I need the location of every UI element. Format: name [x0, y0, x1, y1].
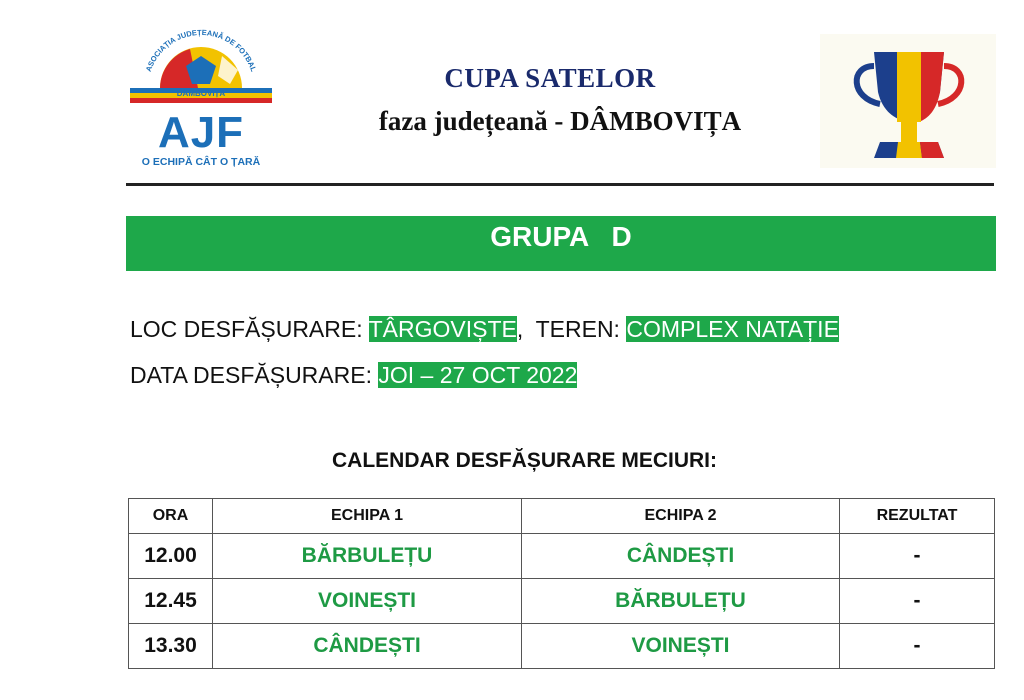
header-time: ORA	[129, 499, 213, 534]
table-row	[129, 579, 995, 624]
table-row	[129, 534, 995, 579]
ajf-logo-icon	[126, 26, 276, 172]
header-divider	[126, 183, 994, 186]
matches-table	[128, 498, 995, 669]
field-label: , TEREN:	[516, 316, 627, 342]
date-line	[130, 362, 577, 389]
match-time: 12.00	[129, 534, 213, 579]
logo-motto: O ECHIPĂ CÂT O ȚARĂ	[141, 156, 261, 168]
trophy-box	[820, 34, 996, 168]
match-team2: BĂRBULEȚU	[522, 579, 840, 624]
field-value: COMPLEX NATAȚIE	[626, 316, 839, 342]
logo-arc-text: ASOCIAȚIA JUDEȚEANĂ DE FOTBAL	[143, 27, 259, 73]
location-line	[130, 316, 839, 343]
location-label: LOC DESFĂȘURARE:	[130, 316, 369, 342]
page-subtitle: faza județeană - DÂMBOVIȚA	[378, 106, 742, 136]
group-banner	[126, 216, 996, 271]
match-team2: CÂNDEȘTI	[522, 534, 840, 579]
logo-initials: AJF	[157, 108, 245, 157]
match-time: 12.45	[129, 579, 213, 624]
match-team1: VOINEȘTI	[213, 579, 522, 624]
date-value: JOI – 27 OCT 2022	[378, 362, 578, 388]
page-title: CUPA SATELOR	[444, 63, 656, 93]
logo-county: DÂMBOVIȚA	[176, 89, 226, 98]
match-team1: CÂNDEȘTI	[213, 624, 522, 669]
match-team1: BĂRBULEȚU	[213, 534, 522, 579]
table-header-row	[129, 499, 995, 534]
match-result: -	[840, 624, 995, 669]
match-result: -	[840, 534, 995, 579]
calendar-title: CALENDAR DESFĂȘURARE MECIURI:	[332, 449, 718, 472]
location-value: TÂRGOVIȘTE	[368, 316, 517, 342]
match-time: 13.30	[129, 624, 213, 669]
header-team1: ECHIPA 1	[213, 499, 522, 534]
date-label: DATA DESFĂȘURARE:	[130, 362, 379, 388]
group-label: GRUPA D	[490, 221, 632, 252]
match-team2: VOINEȘTI	[522, 624, 840, 669]
header-team2: ECHIPA 2	[522, 499, 840, 534]
header-result: REZULTAT	[840, 499, 995, 534]
trophy-icon	[846, 40, 972, 164]
table-row	[129, 624, 995, 669]
match-result: -	[840, 579, 995, 624]
